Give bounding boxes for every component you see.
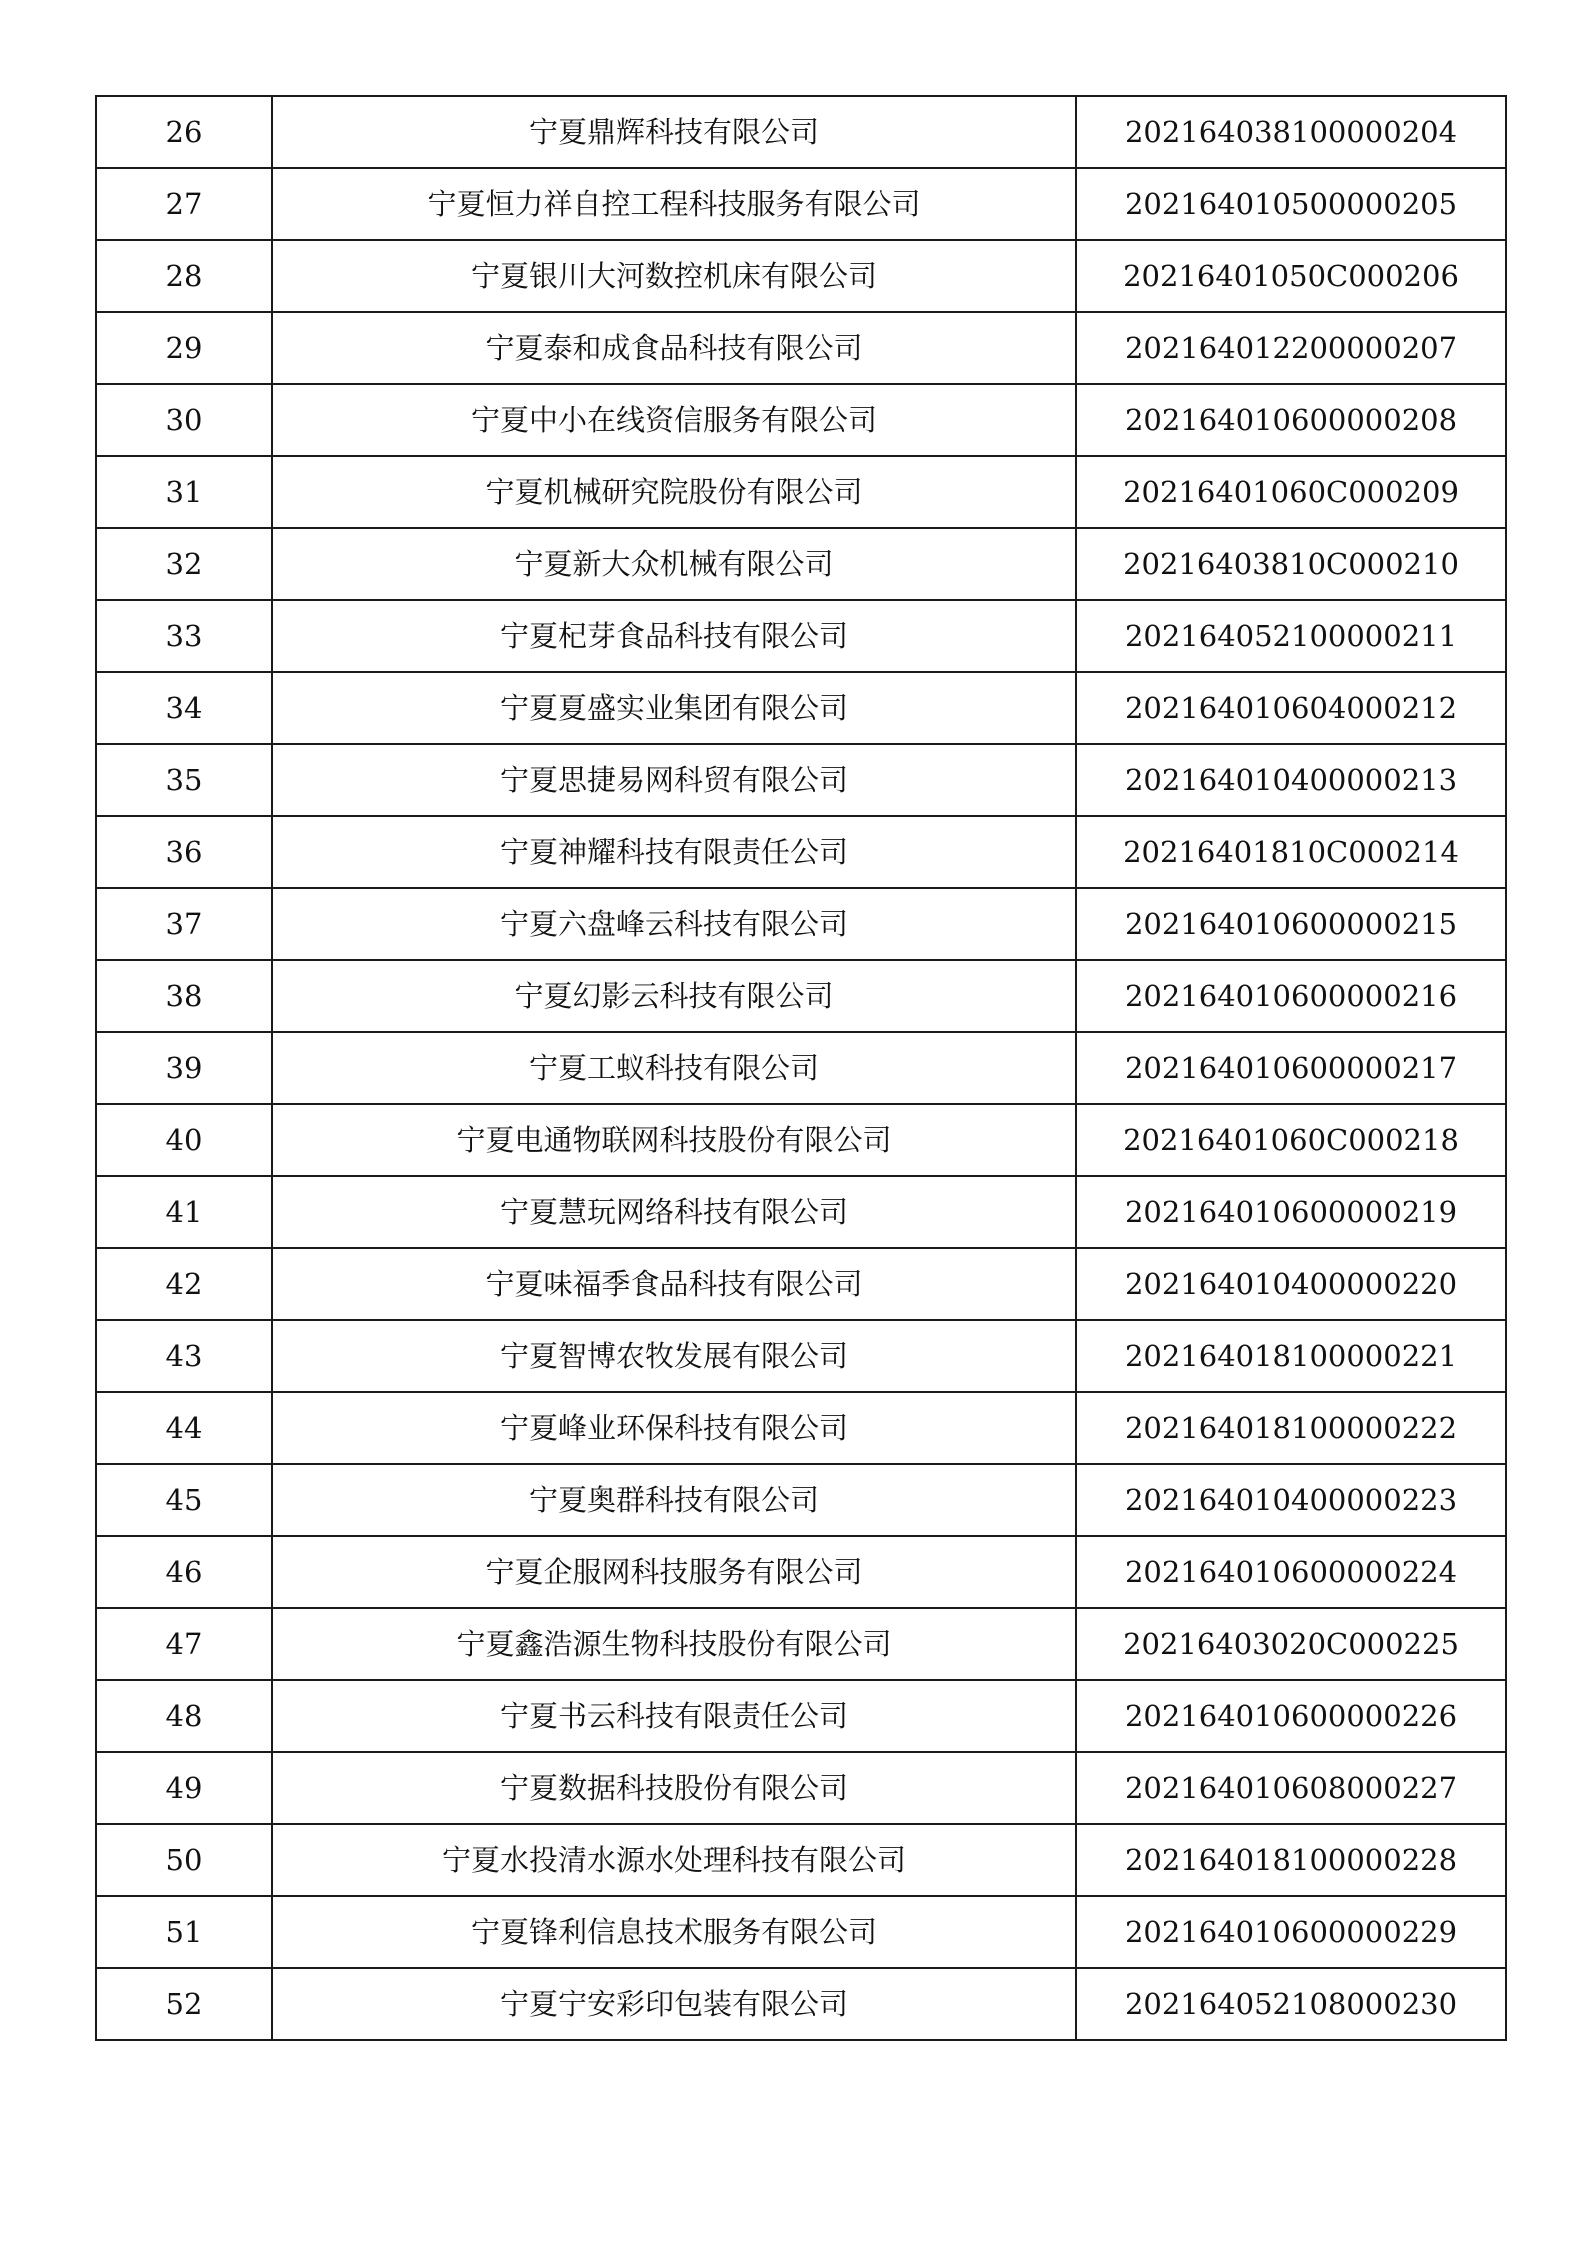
row-number-cell: 37 [96,888,272,960]
table-row [96,1536,1506,1608]
registration-code-cell: 202164010400000220 [1076,1248,1506,1320]
company-name-cell: 宁夏宁安彩印包装有限公司 [272,1968,1076,2040]
table-row [96,1824,1506,1896]
row-number-cell: 51 [96,1896,272,1968]
registration-code-cell: 20216401810C000214 [1076,816,1506,888]
registration-code-cell: 202164010600000226 [1076,1680,1506,1752]
table-row [96,528,1506,600]
table-row [96,1104,1506,1176]
row-number-cell: 30 [96,384,272,456]
company-name-cell: 宁夏银川大河数控机床有限公司 [272,240,1076,312]
row-number-cell: 31 [96,456,272,528]
table-row [96,1320,1506,1392]
table-row [96,96,1506,168]
row-number-cell: 44 [96,1392,272,1464]
company-name-cell: 宁夏书云科技有限责任公司 [272,1680,1076,1752]
company-name-cell: 宁夏企服网科技服务有限公司 [272,1536,1076,1608]
table-row [96,888,1506,960]
table-row [96,600,1506,672]
registration-code-cell: 202164010600000219 [1076,1176,1506,1248]
row-number-cell: 38 [96,960,272,1032]
row-number-cell: 27 [96,168,272,240]
table-body [96,96,1506,2040]
company-name-cell: 宁夏电通物联网科技股份有限公司 [272,1104,1076,1176]
company-name-cell: 宁夏新大众机械有限公司 [272,528,1076,600]
table-row [96,1032,1506,1104]
row-number-cell: 26 [96,96,272,168]
row-number-cell: 41 [96,1176,272,1248]
company-name-cell: 宁夏鼎辉科技有限公司 [272,96,1076,168]
registration-code-cell: 202164010600000229 [1076,1896,1506,1968]
company-name-cell: 宁夏奥群科技有限公司 [272,1464,1076,1536]
row-number-cell: 35 [96,744,272,816]
registration-code-cell: 202164010600000208 [1076,384,1506,456]
row-number-cell: 34 [96,672,272,744]
registration-code-cell: 20216401050C000206 [1076,240,1506,312]
row-number-cell: 45 [96,1464,272,1536]
enterprise-registry-table [95,95,1507,2041]
registration-code-cell: 202164052100000211 [1076,600,1506,672]
table-row [96,1608,1506,1680]
row-number-cell: 50 [96,1824,272,1896]
table-row [96,1896,1506,1968]
registration-code-cell: 20216401060C000218 [1076,1104,1506,1176]
company-name-cell: 宁夏味福季食品科技有限公司 [272,1248,1076,1320]
registration-code-cell: 202164010400000223 [1076,1464,1506,1536]
company-name-cell: 宁夏六盘峰云科技有限公司 [272,888,1076,960]
row-number-cell: 46 [96,1536,272,1608]
registration-code-cell: 202164010600000217 [1076,1032,1506,1104]
registration-code-cell: 202164052108000230 [1076,1968,1506,2040]
table-row [96,1464,1506,1536]
table-row [96,1176,1506,1248]
table-row [96,1968,1506,2040]
company-name-cell: 宁夏神耀科技有限责任公司 [272,816,1076,888]
company-name-cell: 宁夏峰业环保科技有限公司 [272,1392,1076,1464]
registration-code-cell: 202164010400000213 [1076,744,1506,816]
row-number-cell: 48 [96,1680,272,1752]
company-name-cell: 宁夏思捷易网科贸有限公司 [272,744,1076,816]
registration-code-cell: 202164010604000212 [1076,672,1506,744]
company-name-cell: 宁夏中小在线资信服务有限公司 [272,384,1076,456]
company-name-cell: 宁夏恒力祥自控工程科技服务有限公司 [272,168,1076,240]
table-row [96,744,1506,816]
company-name-cell: 宁夏数据科技股份有限公司 [272,1752,1076,1824]
row-number-cell: 29 [96,312,272,384]
table-row [96,1392,1506,1464]
company-name-cell: 宁夏智博农牧发展有限公司 [272,1320,1076,1392]
registration-code-cell: 202164010500000205 [1076,168,1506,240]
company-name-cell: 宁夏慧玩网络科技有限公司 [272,1176,1076,1248]
company-name-cell: 宁夏杞芽食品科技有限公司 [272,600,1076,672]
company-name-cell: 宁夏水投清水源水处理科技有限公司 [272,1824,1076,1896]
company-name-cell: 宁夏夏盛实业集团有限公司 [272,672,1076,744]
table-row [96,1680,1506,1752]
row-number-cell: 47 [96,1608,272,1680]
company-name-cell: 宁夏锋利信息技术服务有限公司 [272,1896,1076,1968]
registration-code-cell: 20216403020C000225 [1076,1608,1506,1680]
registration-code-cell: 202164018100000228 [1076,1824,1506,1896]
row-number-cell: 33 [96,600,272,672]
registration-code-cell: 20216401060C000209 [1076,456,1506,528]
registration-code-cell: 202164018100000222 [1076,1392,1506,1464]
table-row [96,672,1506,744]
registration-code-cell: 202164010608000227 [1076,1752,1506,1824]
table-row [96,960,1506,1032]
row-number-cell: 28 [96,240,272,312]
registration-code-cell: 20216403810C000210 [1076,528,1506,600]
row-number-cell: 49 [96,1752,272,1824]
registration-code-cell: 202164018100000221 [1076,1320,1506,1392]
row-number-cell: 52 [96,1968,272,2040]
table-row [96,1248,1506,1320]
registration-code-cell: 202164010600000224 [1076,1536,1506,1608]
registration-code-cell: 202164010600000215 [1076,888,1506,960]
row-number-cell: 42 [96,1248,272,1320]
company-name-cell: 宁夏泰和成食品科技有限公司 [272,312,1076,384]
table-row [96,312,1506,384]
table-row [96,1752,1506,1824]
registration-code-cell: 202164010600000216 [1076,960,1506,1032]
company-name-cell: 宁夏工蚁科技有限公司 [272,1032,1076,1104]
registration-code-cell: 202164038100000204 [1076,96,1506,168]
table-row [96,168,1506,240]
row-number-cell: 40 [96,1104,272,1176]
row-number-cell: 39 [96,1032,272,1104]
row-number-cell: 32 [96,528,272,600]
table-row [96,456,1506,528]
table-row [96,240,1506,312]
row-number-cell: 43 [96,1320,272,1392]
row-number-cell: 36 [96,816,272,888]
company-name-cell: 宁夏机械研究院股份有限公司 [272,456,1076,528]
company-name-cell: 宁夏鑫浩源生物科技股份有限公司 [272,1608,1076,1680]
registration-code-cell: 202164012200000207 [1076,312,1506,384]
table-row [96,384,1506,456]
company-name-cell: 宁夏幻影云科技有限公司 [272,960,1076,1032]
table-row [96,816,1506,888]
